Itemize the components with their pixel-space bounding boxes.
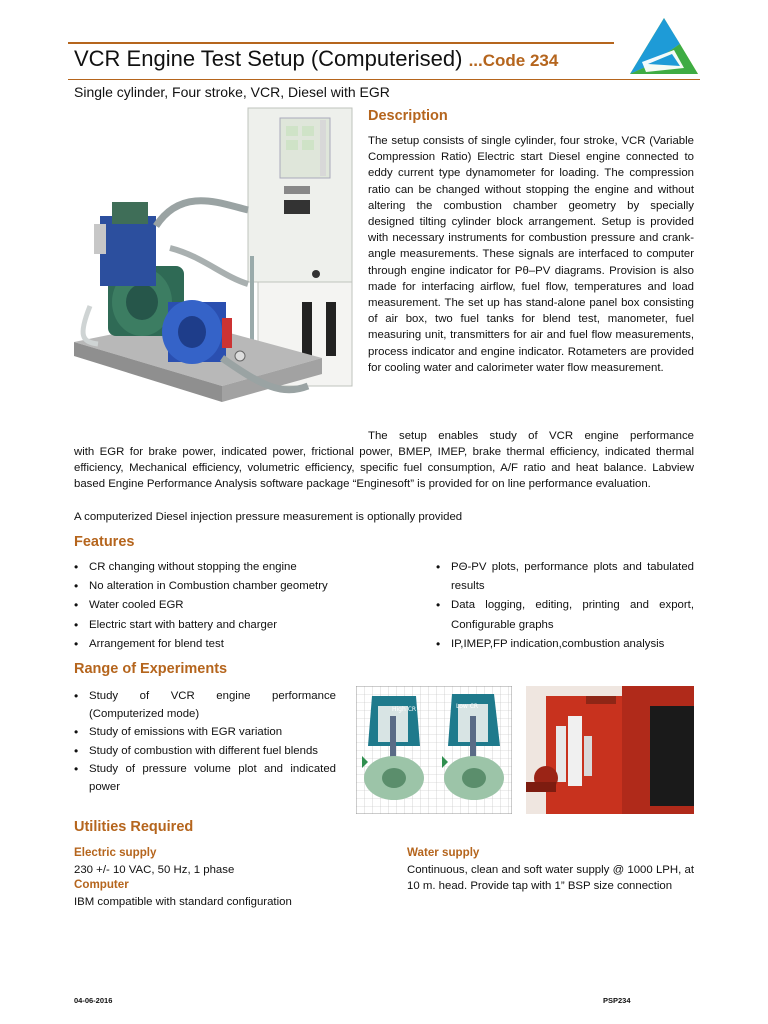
water-supply-label: Water supply <box>407 846 480 859</box>
description-paragraph-2-start: The setup enables study of VCR engine performance <box>368 430 694 442</box>
features-list-right <box>436 558 694 654</box>
description-paragraph-3: A computerized Diesel injection pressure measurement is optionally provided <box>74 511 463 523</box>
description-paragraph-1: The setup consists of single cylinder, four stroke, VCR (Variable Compression Ratio) Electric start Diesel engine connected to eddy current type dynamometer for loading. The compression ratio can be changed without stopping the engine and without altering the combustion chamber geometry by specially designed tilting cylinder block arrangement. Setup is provided with necessary instruments for combustion pressure and crank-angle measurements. These signals are interfaced to computer through engine indicator for Pθ–PV diagrams. Provision is also made for interfacing airflow, fuel flow, temperatures and load measurement. The set up has stand-alone panel box consisting of air box, two fuel tanks for blend test, manometer, fuel measuring unit, transmitters for air and fuel flow measurements, process indicator and engine indicator. Rotameters are provided for cooling water and calorimeter water flow measurement. <box>368 135 694 374</box>
page-subtitle: Single cylinder, Four stroke, VCR, Diesel with EGR <box>74 84 390 100</box>
computer-value: IBM compatible with standard configuration <box>74 896 292 908</box>
experiments-list <box>74 688 336 798</box>
list-item: • No alteration in Combustion chamber geometry <box>74 577 404 596</box>
features-list-left <box>74 558 404 654</box>
list-item: • Study of pressure volume plot and indicated power <box>74 761 336 796</box>
list-item: • CR changing without stopping the engine <box>74 558 404 577</box>
footer-date: 04-06-2016 <box>74 996 113 1005</box>
computer-label: Computer <box>74 878 129 891</box>
engine-closeup-photo <box>526 686 694 814</box>
water-supply-value: Continuous, clean and soft water supply @ 1000 LPH, at 10 m. head. Provide tap with 1” BSP size connection <box>407 864 694 893</box>
list-item: • Water cooled EGR <box>74 596 404 615</box>
features-heading: Features <box>74 534 135 550</box>
list-item: • IP,IMEP,FP indication,combustion analysis <box>436 635 694 654</box>
list-item: • PΘ-PV plots, performance plots and tabulated results <box>436 558 694 596</box>
description-heading: Description <box>368 108 448 124</box>
low-cr-label: Low CR <box>456 703 479 710</box>
list-item: • Electric start with battery and charger <box>74 616 404 635</box>
footer-reference: PSP234 <box>603 996 631 1005</box>
utilities-heading: Utilities Required <box>74 819 194 835</box>
compression-ratio-diagram <box>356 686 512 814</box>
high-cr-label: High CR <box>392 706 417 713</box>
page-title: VCR Engine Test Setup (Computerised) ...Code 234 <box>74 46 559 71</box>
electric-supply-value: 230 +/- 10 VAC, 50 Hz, 1 phase <box>74 864 235 876</box>
list-item: • Study of combustion with different fuel blends <box>74 743 336 761</box>
product-code: ...Code 234 <box>468 51 559 70</box>
description-paragraph-2-rest: with EGR for brake power, indicated power, frictional power, BMEP, IMEP, brake thermal efficiency, indicated thermal efficiency, Mechanical efficiency, volumetric efficiency, specific fuel consumption, A/F ratio and heat balance. Labview based Engine Performance Analysis software package “Enginesoft” is provided for on line performance evaluation. <box>74 446 694 491</box>
company-logo <box>628 16 700 76</box>
experiments-heading: Range of Experiments <box>74 661 228 677</box>
list-item: • Study of VCR engine performance (Computerized mode) <box>74 688 336 723</box>
header-top-rule <box>68 42 614 44</box>
list-item: • Study of emissions with EGR variation <box>74 724 336 742</box>
header-bottom-rule <box>68 79 700 80</box>
list-item: • Data logging, editing, printing and export, Configurable graphs <box>436 596 694 634</box>
electric-supply-label: Electric supply <box>74 846 157 859</box>
list-item: • Arrangement for blend test <box>74 635 404 654</box>
engine-setup-photo <box>72 106 356 412</box>
